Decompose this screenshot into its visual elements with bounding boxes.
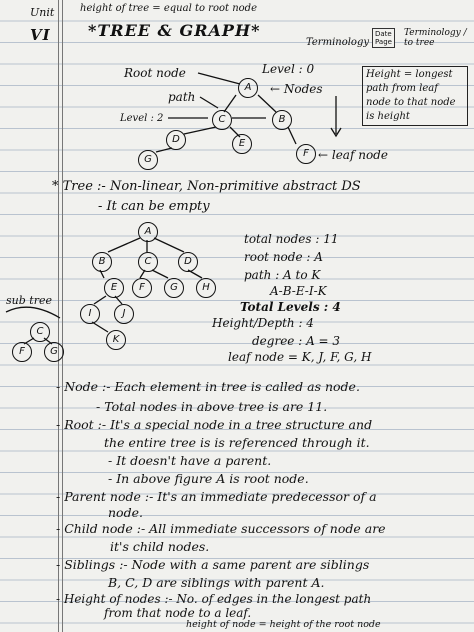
fact-total-nodes: total nodes : 11 <box>244 232 339 246</box>
fact-height: Height/Depth : 4 <box>212 316 314 330</box>
leaf-node-label: ← leaf node <box>318 148 388 162</box>
subtree-node-g: G <box>44 342 64 362</box>
tree1-node-g: G <box>138 150 158 170</box>
level-0-label: Level : 0 <box>262 62 315 76</box>
note-root-cont: the entire tree is is referenced through it. <box>104 435 370 450</box>
note-siblings-example: B, C, D are siblings with parent A. <box>108 575 325 590</box>
tree2-node-k: K <box>106 330 126 350</box>
note-siblings: - Siblings :- Node with a same parent are siblings <box>56 557 370 572</box>
note-node: - Node :- Each element in tree is called as node. <box>56 379 360 394</box>
tree2-node-e: E <box>104 278 124 298</box>
tree1-node-e: E <box>232 134 252 154</box>
tree2-node-g: G <box>164 278 184 298</box>
tree-empty-note: - It can be empty <box>98 199 210 214</box>
note-total-nodes: - Total nodes in above tree is are 11. <box>96 399 328 414</box>
fact-total-levels: Total Levels : 4 <box>240 300 341 314</box>
fact-degree: degree : A = 3 <box>252 334 341 348</box>
tree1-node-d: D <box>166 130 186 150</box>
note-no-parent: - It doesn't have a parent. <box>108 453 272 468</box>
note-height-cont: from that node to a leaf. <box>104 606 252 620</box>
note-parent-cont: node. <box>108 505 143 520</box>
note-child-cont: it's child nodes. <box>110 539 210 554</box>
tree1-node-f: F <box>296 144 316 164</box>
note-root: - Root :- It's a special node in a tree structure and <box>56 417 373 432</box>
tree2-node-a: A <box>138 222 158 242</box>
terminology-extra: Terminology / to tree <box>404 28 467 48</box>
tree2-node-b: B <box>92 252 112 272</box>
stamp-date: Date <box>375 30 392 38</box>
fact-root-node: root node : A <box>244 250 323 264</box>
subtree-node-c: C <box>30 322 50 342</box>
height-note: Height = longest path from leaf node to that node is height <box>366 69 456 122</box>
page-title: *TREE & GRAPH* <box>88 21 261 40</box>
unit-label: Unit <box>30 6 55 19</box>
path-label: path <box>168 90 196 104</box>
tree2-node-f: F <box>132 278 152 298</box>
tree2-node-c: C <box>138 252 158 272</box>
unit-number: VI <box>30 26 51 44</box>
note-root-example: - In above figure A is root node. <box>108 471 309 486</box>
fact-path-nodes: A-B-E-I-K <box>270 284 327 298</box>
stamp-page: Page <box>375 38 392 46</box>
tree2-node-j: J <box>114 304 134 324</box>
level-2-label: Level : 2 <box>120 113 164 124</box>
note-height-formula: height of node = height of the root node <box>186 619 381 630</box>
note-child-node: - Child node :- All immediate successors of node are <box>56 521 386 536</box>
top-line: height of tree = equal to root node <box>80 3 257 14</box>
tree1-node-a: A <box>238 78 258 98</box>
height-note-box <box>362 66 468 126</box>
subtree-node-f: F <box>12 342 32 362</box>
tree2-node-h: H <box>196 278 216 298</box>
tree1-node-c: C <box>212 110 232 130</box>
fact-path: path : A to K <box>244 268 321 282</box>
tree1-node-b: B <box>272 110 292 130</box>
tree-definition: * Tree :- Non-linear, Non-primitive abstract DS <box>52 179 361 194</box>
tree2-node-d: D <box>178 252 198 272</box>
note-height: - Height of nodes :- No. of edges in the longest path <box>56 592 372 606</box>
subtree-label: sub tree <box>6 294 52 307</box>
terminology-label: Terminology <box>306 37 370 48</box>
nodes-label: ← Nodes <box>270 82 323 96</box>
tree2-node-i: I <box>80 304 100 324</box>
root-node-label: Root node <box>124 66 186 80</box>
note-parent-node: - Parent node :- It's an immediate predecessor of a <box>56 489 377 504</box>
fact-leaf-nodes: leaf node = K, J, F, G, H <box>228 350 372 364</box>
